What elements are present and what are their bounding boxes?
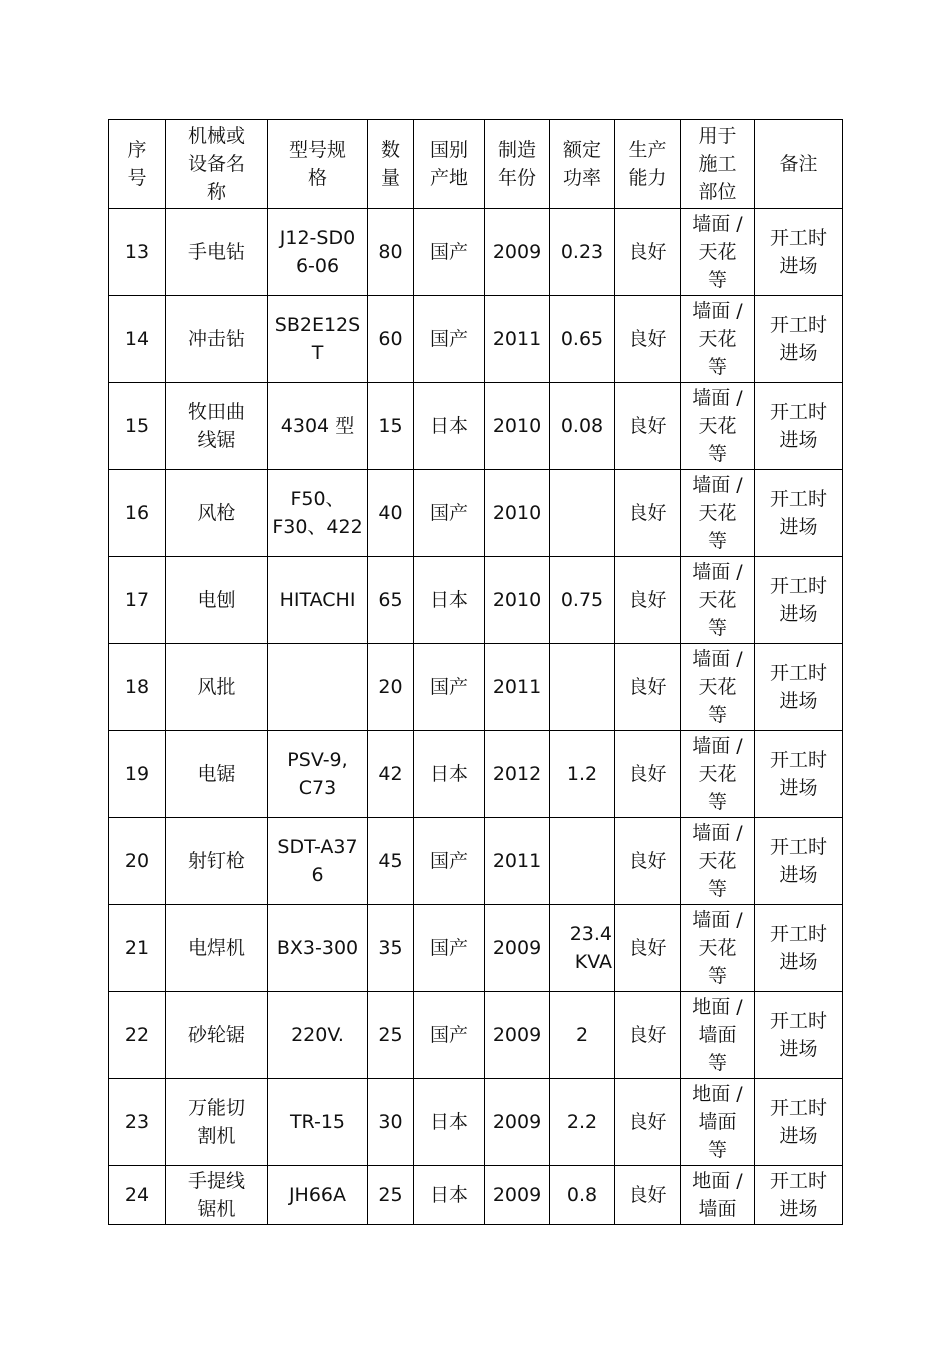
table-row: [109, 209, 843, 296]
cell-remark: 开工时 进场: [755, 470, 843, 557]
cell-usage: 地面 / 墙面 等: [681, 992, 755, 1079]
cell-model: HITACHI: [268, 557, 368, 644]
cell-origin: 日本: [414, 557, 485, 644]
table-row: [109, 818, 843, 905]
cell-capacity: 良好: [615, 383, 681, 470]
cell-power: 0.8: [550, 1166, 615, 1225]
cell-no: 20: [109, 818, 166, 905]
cell-year: 2010: [485, 557, 550, 644]
cell-power: 1.2: [550, 731, 615, 818]
header-cell-model: 型号规 格: [268, 120, 368, 209]
cell-usage: 地面 / 墙面: [681, 1166, 755, 1225]
table-row: [109, 383, 843, 470]
cell-remark: 开工时 进场: [755, 731, 843, 818]
cell-qty: 25: [368, 1166, 414, 1225]
cell-qty: 35: [368, 905, 414, 992]
cell-no: 23: [109, 1079, 166, 1166]
cell-model: SDT-A37 6: [268, 818, 368, 905]
table-row: [109, 470, 843, 557]
cell-no: 19: [109, 731, 166, 818]
cell-year: 2009: [485, 905, 550, 992]
cell-capacity: 良好: [615, 992, 681, 1079]
cell-year: 2012: [485, 731, 550, 818]
cell-remark: 开工时 进场: [755, 644, 843, 731]
cell-usage: 墙面 / 天花 等: [681, 383, 755, 470]
cell-origin: 国产: [414, 992, 485, 1079]
cell-origin: 国产: [414, 818, 485, 905]
cell-year: 2011: [485, 818, 550, 905]
cell-qty: 30: [368, 1079, 414, 1166]
cell-usage: 墙面 / 天花 等: [681, 470, 755, 557]
cell-name: 万能切 割机: [166, 1079, 268, 1166]
cell-power: [550, 818, 615, 905]
table-row: [109, 731, 843, 818]
header-cell-capacity: 生产 能力: [615, 120, 681, 209]
cell-no: 24: [109, 1166, 166, 1225]
cell-year: 2009: [485, 1166, 550, 1225]
cell-year: 2011: [485, 296, 550, 383]
cell-name: 风批: [166, 644, 268, 731]
cell-remark: 开工时 进场: [755, 557, 843, 644]
cell-no: 21: [109, 905, 166, 992]
cell-usage: 墙面 / 天花 等: [681, 209, 755, 296]
table-row: [109, 905, 843, 992]
cell-capacity: 良好: [615, 209, 681, 296]
cell-power: 2: [550, 992, 615, 1079]
cell-no: 16: [109, 470, 166, 557]
cell-origin: 国产: [414, 644, 485, 731]
header-cell-usage: 用于 施工 部位: [681, 120, 755, 209]
table-row: [109, 296, 843, 383]
header-cell-name: 机械或 设备名 称: [166, 120, 268, 209]
cell-year: 2011: [485, 644, 550, 731]
header-cell-remark: 备注: [755, 120, 843, 209]
cell-model: F50、 F30、422: [268, 470, 368, 557]
cell-no: 15: [109, 383, 166, 470]
cell-remark: 开工时 进场: [755, 1079, 843, 1166]
cell-name: 手电钻: [166, 209, 268, 296]
cell-origin: 国产: [414, 470, 485, 557]
cell-usage: 墙面 / 天花 等: [681, 644, 755, 731]
cell-usage: 墙面 / 天花 等: [681, 731, 755, 818]
cell-model: J12-SD0 6-06: [268, 209, 368, 296]
cell-origin: 日本: [414, 1166, 485, 1225]
cell-model: 4304 型: [268, 383, 368, 470]
cell-model: BX3-300: [268, 905, 368, 992]
cell-qty: 15: [368, 383, 414, 470]
equipment-table: [108, 119, 843, 1225]
cell-qty: 60: [368, 296, 414, 383]
cell-capacity: 良好: [615, 1079, 681, 1166]
cell-no: 18: [109, 644, 166, 731]
cell-origin: 日本: [414, 383, 485, 470]
cell-origin: 国产: [414, 209, 485, 296]
cell-qty: 65: [368, 557, 414, 644]
cell-model: [268, 644, 368, 731]
table-row: [109, 992, 843, 1079]
cell-capacity: 良好: [615, 296, 681, 383]
cell-name: 砂轮锯: [166, 992, 268, 1079]
cell-model: JH66A: [268, 1166, 368, 1225]
cell-no: 13: [109, 209, 166, 296]
header-cell-qty: 数 量: [368, 120, 414, 209]
cell-origin: 国产: [414, 905, 485, 992]
cell-year: 2009: [485, 992, 550, 1079]
cell-power: 0.75: [550, 557, 615, 644]
cell-power: 0.08: [550, 383, 615, 470]
cell-no: 22: [109, 992, 166, 1079]
cell-qty: 45: [368, 818, 414, 905]
cell-model: 220V.: [268, 992, 368, 1079]
table-row: [109, 1166, 843, 1225]
header-cell-power: 额定 功率: [550, 120, 615, 209]
cell-name: 射钉枪: [166, 818, 268, 905]
cell-origin: 日本: [414, 731, 485, 818]
cell-model: PSV-9, C73: [268, 731, 368, 818]
cell-capacity: 良好: [615, 818, 681, 905]
cell-qty: 40: [368, 470, 414, 557]
cell-usage: 地面 / 墙面 等: [681, 1079, 755, 1166]
cell-capacity: 良好: [615, 557, 681, 644]
cell-year: 2010: [485, 383, 550, 470]
cell-no: 17: [109, 557, 166, 644]
header-cell-year: 制造 年份: [485, 120, 550, 209]
table-row: [109, 644, 843, 731]
table-row: [109, 557, 843, 644]
header-cell-no: 序 号: [109, 120, 166, 209]
cell-name: 电锯: [166, 731, 268, 818]
table-row: [109, 1079, 843, 1166]
cell-power: [550, 470, 615, 557]
cell-capacity: 良好: [615, 905, 681, 992]
cell-usage: 墙面 / 天花 等: [681, 818, 755, 905]
cell-qty: 20: [368, 644, 414, 731]
cell-remark: 开工时 进场: [755, 992, 843, 1079]
cell-model: TR-15: [268, 1079, 368, 1166]
cell-remark: 开工时 进场: [755, 905, 843, 992]
table-body: [109, 209, 843, 1225]
cell-usage: 墙面 / 天花 等: [681, 905, 755, 992]
cell-origin: 国产: [414, 296, 485, 383]
cell-capacity: 良好: [615, 731, 681, 818]
cell-power: 0.65: [550, 296, 615, 383]
cell-usage: 墙面 / 天花 等: [681, 296, 755, 383]
cell-qty: 42: [368, 731, 414, 818]
cell-name: 电焊机: [166, 905, 268, 992]
cell-qty: 25: [368, 992, 414, 1079]
cell-remark: 开工时 进场: [755, 209, 843, 296]
cell-capacity: 良好: [615, 470, 681, 557]
cell-remark: 开工时 进场: [755, 296, 843, 383]
header-cell-origin: 国别 产地: [414, 120, 485, 209]
cell-power: 0.23: [550, 209, 615, 296]
cell-capacity: 良好: [615, 644, 681, 731]
cell-remark: 开工时 进场: [755, 383, 843, 470]
cell-power: 2.2: [550, 1079, 615, 1166]
cell-remark: 开工时 进场: [755, 1166, 843, 1225]
cell-origin: 日本: [414, 1079, 485, 1166]
cell-qty: 80: [368, 209, 414, 296]
cell-usage: 墙面 / 天花 等: [681, 557, 755, 644]
table-header-row: [109, 120, 843, 209]
cell-capacity: 良好: [615, 1166, 681, 1225]
cell-name: 冲击钻: [166, 296, 268, 383]
cell-name: 手提线 锯机: [166, 1166, 268, 1225]
cell-no: 14: [109, 296, 166, 383]
cell-power: 23.4 KVA: [550, 905, 615, 992]
cell-year: 2009: [485, 209, 550, 296]
cell-power: [550, 644, 615, 731]
cell-name: 牧田曲 线锯: [166, 383, 268, 470]
cell-year: 2010: [485, 470, 550, 557]
cell-name: 电刨: [166, 557, 268, 644]
cell-model: SB2E12S T: [268, 296, 368, 383]
cell-name: 风枪: [166, 470, 268, 557]
cell-remark: 开工时 进场: [755, 818, 843, 905]
cell-year: 2009: [485, 1079, 550, 1166]
